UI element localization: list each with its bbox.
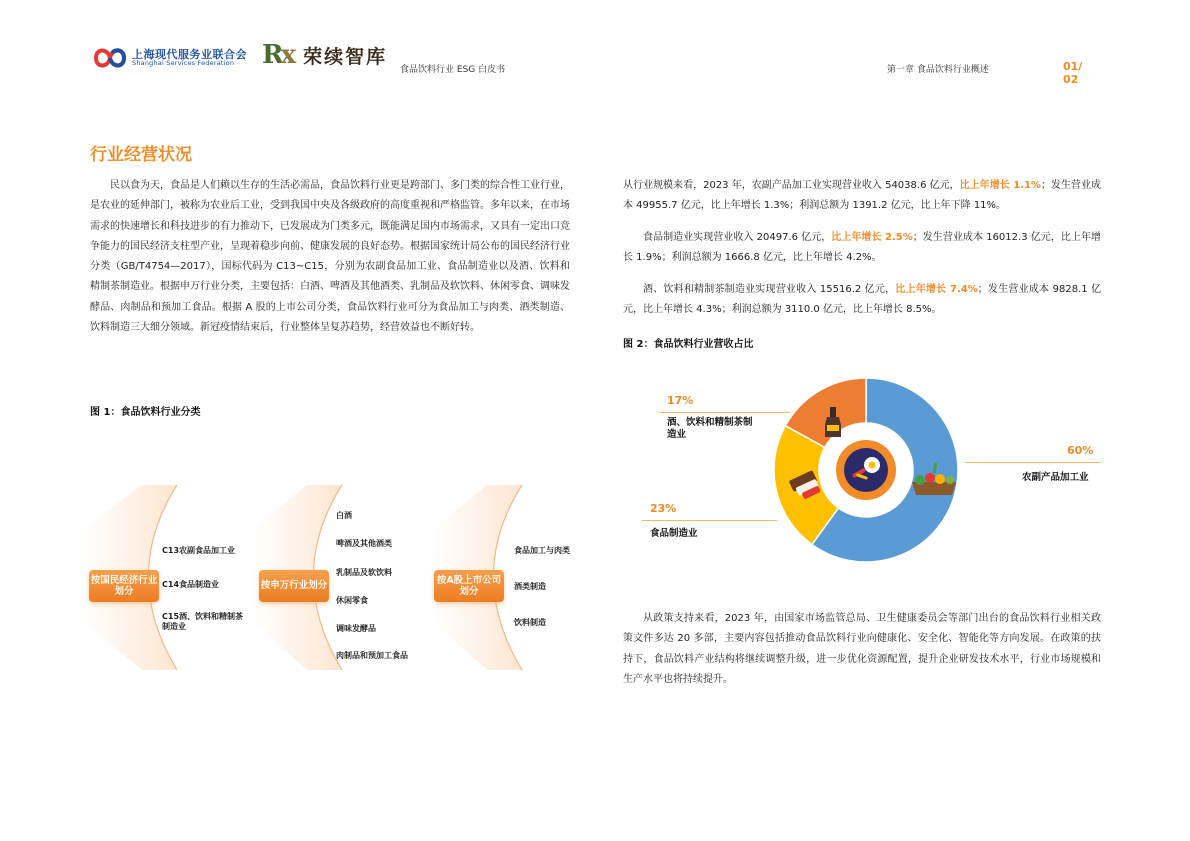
- category-label-food: 食品制造业: [650, 528, 698, 539]
- page-number: 01/ 02: [1063, 60, 1083, 86]
- ssf-logo-en: Shanghai Services Federation: [132, 59, 235, 68]
- policy-paragraph: 从政策支持来看，2023 年，由国家市场监管总局、卫生健康委员会等部门出台的食品饮料行业相关政策文件多达 20 多部，主要内容包括推动食品饮料行业向健康化、安全化、智能化等方向发展。在政策的扶持下，食品饮料产业结构将继续调整升级，进一步优化资源配置，提升企业研发技术水平，行业市场规模和生产水平也将持续提升。: [623, 613, 1101, 685]
- section-title: 行业经营状况: [90, 145, 192, 165]
- text-span: 食品制造业实现营业收入 20497.6 亿元，: [643, 232, 832, 243]
- ssf-emblem-icon: [92, 44, 128, 72]
- rx-mark-icon: Rx: [262, 40, 294, 70]
- category-shenwan: 按申万行业划分: [259, 570, 329, 602]
- scale-paragraph: [623, 176, 1101, 217]
- page-header: [92, 40, 1100, 86]
- category-label-agri: 农副产品加工业: [1022, 472, 1089, 483]
- pct-label-food: 23%: [650, 502, 677, 515]
- food-manufacturing-paragraph: [623, 228, 1101, 269]
- list-item: 食品加工与肉类: [514, 546, 570, 555]
- rongxu-logo: [262, 40, 387, 70]
- text-span: ；发生营业成本 49955.7 亿元，比上年增长 1.3%；利润总额为 1391.2 亿元，比上年下降 11%。: [623, 180, 1102, 212]
- list-item: 饮料制造: [514, 618, 546, 627]
- pct-label-beverage: 17%: [667, 394, 694, 407]
- list-item: 肉制品和预加工食品: [336, 651, 408, 660]
- leader-line: [965, 462, 1100, 463]
- beverage-paragraph: [623, 280, 1101, 321]
- list-item: 乳制品及软饮料: [336, 568, 392, 577]
- category-a-share: 按A股上市公司划分: [434, 570, 504, 602]
- food-plate-icon: [836, 440, 896, 500]
- highlight-growth: 比上年增长 7.4%: [895, 284, 978, 295]
- list-item: 调味发酵品: [336, 624, 376, 633]
- text-span: ；发生营业成本 16012.3 亿元，比上年增长 1.9%；利润总额为 1666.8 亿元，比上年增长 4.2%。: [623, 232, 1101, 264]
- rongxu-name: 荣续智库: [303, 45, 388, 68]
- intro-paragraph: 民以食为天，食品是人们赖以生存的生活必需品，食品饮料行业更是跨部门、多门类的综合性工业行业，是农业的延伸部门，被称为农业后工业，受到我国中央及各级政府的高度重视和严格监管。多年以来，在市场需求的快速增长和科技进步的有力推动下，已发展成为门类多元，既能满足国内市场需求，又具有一定出口竞争能力的国民经济支柱型产业，呈现着稳步向前、健康发展的良好态势。根据国家统计局公布的国民经济行业分类（GB/T4754—2017），国标代码为 C13~C15，分别为农副食品加工业、食品制造业以及酒、饮料和精制茶制造业。根据申万行业分类，主要包括：白酒、啤酒及其他酒类、乳制品及软饮料、休闲零食、调味发酵品、肉制品和预加工食品。根据 A 股的上市公司分类，食品饮料行业可分为食品加工与肉类、酒类制造、饮料制造三大细分领域。新冠疫情结束后，行业整体呈复苏趋势，经营效益也不断好转。: [90, 180, 570, 334]
- classification-diagram: [82, 470, 592, 680]
- text-span: 从行业规模来看，2023 年，农副产品加工业实现营业收入 54038.6 亿元，: [623, 180, 960, 191]
- text-span: ；发生营业成本 9828.1 亿元，比上年增长 4.3%；利润总额为 3110.0 亿元，比上年增长 8.5%。: [623, 284, 1101, 316]
- revenue-share-chart: [620, 375, 1110, 575]
- text-span: 酒、饮料和精制茶制造业实现营业收入 15516.2 亿元，: [643, 284, 896, 295]
- list-item: 休闲零食: [336, 596, 368, 605]
- list-item: 酒类制造: [514, 582, 546, 591]
- ssf-logo-cn: 上海现代服务业联合会: [132, 47, 247, 61]
- list-item: 白酒: [336, 511, 352, 520]
- figure-2-caption: 图 2：食品饮料行业营收占比: [623, 339, 754, 350]
- list-item: C13农副食品加工业: [162, 546, 236, 555]
- leader-line: [660, 412, 790, 413]
- list-item: 啤酒及其他酒类: [336, 539, 392, 548]
- highlight-growth: 比上年增长 2.5%: [831, 232, 913, 243]
- leader-line: [642, 520, 777, 521]
- pct-label-agri: 60%: [1067, 444, 1094, 457]
- figure-1-caption: 图 1：食品饮料行业分类: [90, 407, 201, 418]
- list-item: C14食品制造业: [162, 580, 220, 589]
- highlight-growth: 比上年增长 1.1%: [959, 180, 1041, 191]
- document-title: 食品饮料行业 ESG 白皮书: [400, 65, 506, 75]
- chapter-title: 第一章 食品饮料行业概述: [887, 65, 989, 75]
- list-item: C15酒、饮料和精制茶制造业: [162, 612, 244, 631]
- ssf-logo: [92, 44, 247, 72]
- category-label-beverage: 酒、饮料和精制茶制造业: [667, 417, 753, 441]
- category-national-standard: 按国民经济行业划分: [89, 570, 159, 602]
